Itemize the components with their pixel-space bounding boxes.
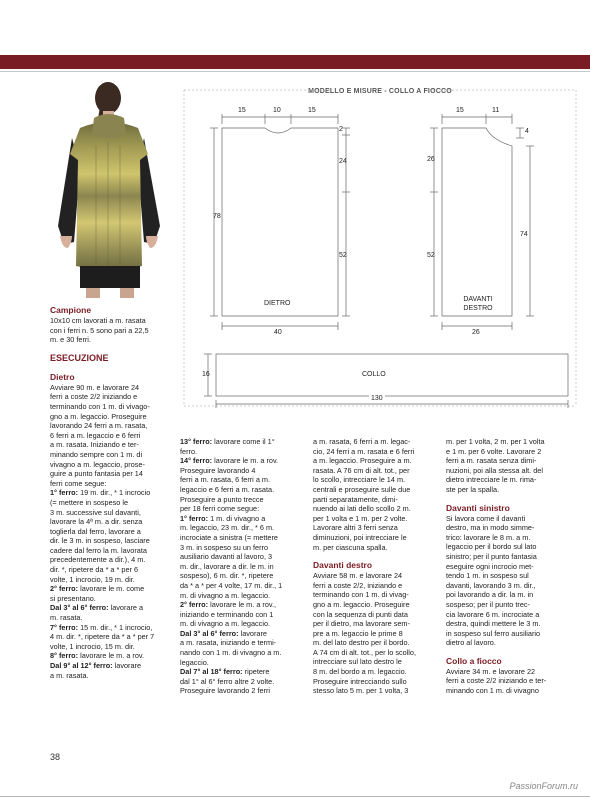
text-line: toglierla dal ferro, lavorare a bbox=[50, 526, 141, 536]
back-label: DIETRO bbox=[264, 300, 291, 307]
back-dim-right: 15 bbox=[308, 107, 316, 114]
esecuzione-title: ESECUZIONE bbox=[50, 352, 109, 363]
text-line: Avviare 58 m. e lavorare 24 bbox=[313, 571, 403, 581]
text-line: Proseguire lavorando 4 bbox=[180, 465, 256, 475]
campione-title: Campione bbox=[50, 305, 92, 315]
collar-label: COLLO bbox=[362, 371, 386, 378]
text-line: cadere dal ferro la m. lavorata bbox=[50, 545, 147, 555]
front-lower-side: 52 bbox=[427, 252, 435, 259]
text-line: ferri a m. rasata, 6 ferri a m. bbox=[180, 475, 271, 485]
text-line: per 1 volta e 1 m. per 2 volte. bbox=[313, 513, 408, 523]
text-line: Avviare 90 m. e lavorare 24 bbox=[50, 382, 140, 392]
row-label: Dal 3° al 6° ferro: bbox=[180, 628, 239, 638]
text-line: cia lavorare 6 m. incrociate a bbox=[446, 609, 540, 619]
text-line: a m. rasata, iniziando e termi- bbox=[180, 638, 277, 648]
text-line: terminando con 1 m. di vivago- bbox=[50, 401, 150, 411]
text-line: legaccio. bbox=[180, 657, 209, 667]
text-line bbox=[50, 661, 174, 671]
text-line: vivagno a m. legaccio, prose- bbox=[50, 459, 145, 469]
footer-rule bbox=[0, 796, 590, 797]
collar-height: 16 bbox=[202, 371, 210, 378]
text-line: centrali e proseguire sulle due bbox=[313, 484, 411, 494]
text-span: lavorare bbox=[238, 628, 267, 638]
row-label: Dal 7° al 18° ferro: bbox=[180, 667, 243, 677]
text-line: Proseguire a punto trecce bbox=[180, 494, 264, 504]
text-line: trico: lavorare le 8 m. a m. bbox=[446, 532, 531, 542]
text-line: diminuzioni, poi intrecciare le bbox=[313, 532, 407, 542]
text-line: intrecciare sul lato destro le bbox=[313, 657, 402, 667]
text-column-4 bbox=[446, 437, 574, 696]
text-line: nuendo ai lati dello scollo 2 m. bbox=[313, 504, 411, 514]
row-label: 1° ferro: bbox=[180, 513, 209, 523]
text-line: destra, quindi mettere le 3 m. bbox=[446, 619, 541, 629]
text-line: gno a m. legaccio. Proseguire bbox=[313, 599, 410, 609]
text-column-1 bbox=[50, 305, 174, 680]
text-line: A 74 cm di alt. tot., per lo scollo, bbox=[313, 647, 417, 657]
campione-line: con i ferri n. 5 sono pari a 22,5 bbox=[50, 325, 149, 335]
row-label: 7° ferro: bbox=[50, 622, 79, 632]
row-label: 13° ferro: bbox=[180, 437, 213, 446]
text-span: lavorare bbox=[112, 661, 142, 670]
text-line: gno a m. legaccio. Proseguire bbox=[50, 411, 147, 421]
row-label: Dal 3° al 6° ferro: bbox=[50, 603, 109, 613]
text-line: per 18 ferri come segue: bbox=[180, 504, 260, 514]
text-line: tendo 1 m. in sospeso sul bbox=[446, 571, 529, 581]
text-line bbox=[180, 629, 308, 639]
page-number: 38 bbox=[50, 752, 61, 762]
front-dim-right: 11 bbox=[492, 107, 500, 114]
text-line: m. rasata. bbox=[50, 613, 83, 623]
front-neck-depth: 4 bbox=[525, 128, 529, 135]
measurements-diagram bbox=[180, 80, 580, 410]
campione-line: 10x10 cm lavorati a m. rasata bbox=[50, 316, 146, 325]
text-line: pre a m. legaccio le prime 8 bbox=[313, 628, 403, 638]
text-line: ausiliario davanti al lavoro, 3 bbox=[180, 552, 273, 562]
text-line bbox=[50, 623, 174, 633]
model-photo bbox=[50, 76, 172, 298]
text-line: legaccio e 6 ferri a m. rasata. bbox=[180, 484, 275, 494]
collar-width: 130 bbox=[371, 395, 383, 402]
text-line: Avviare 34 m. e lavorare 22 bbox=[446, 666, 536, 676]
text-line: minando sempre con 1 m. di bbox=[50, 449, 143, 459]
row-label: 14° ferro: bbox=[180, 456, 213, 466]
text-line bbox=[180, 514, 308, 524]
text-line: m. per 1 volta, 2 m. per 1 volta bbox=[446, 437, 545, 446]
text-line: con la sequenza di punti data bbox=[313, 609, 408, 619]
text-line: parti separatamente, dimi- bbox=[313, 494, 398, 504]
front-label-2: DESTRO bbox=[463, 305, 493, 312]
collar-outline bbox=[216, 354, 568, 396]
text-line: si presentano. bbox=[50, 593, 96, 603]
text-span: lavorare le m. come bbox=[78, 584, 145, 594]
text-line: Si lavora come il davanti bbox=[446, 513, 526, 523]
text-line: ferri a coste 2/2 iniziando e ter- bbox=[446, 676, 547, 686]
text-line: sinistro; per il punto fantasia bbox=[446, 551, 537, 561]
front-upper-side: 26 bbox=[427, 156, 435, 163]
text-line: m. di vivagno a m. legaccio. bbox=[180, 590, 271, 600]
text-line: lavorare la 4ª m. a dir. senza bbox=[50, 517, 143, 527]
row-label: 8° ferro: bbox=[50, 651, 79, 661]
campione-line: m. e 30 ferri. bbox=[50, 335, 91, 345]
watermark: PassionForum.ru bbox=[509, 781, 578, 791]
text-line: guire a punto fantasia per 14 bbox=[50, 469, 143, 479]
text-line: ferri come segue: bbox=[50, 478, 107, 488]
text-line: m. per ciascuna spalla. bbox=[313, 542, 388, 552]
text-line bbox=[180, 667, 308, 677]
text-line: dietro al lavoro. bbox=[446, 638, 496, 648]
text-line: a m. rasata. bbox=[50, 670, 89, 680]
model-illustration bbox=[50, 76, 172, 298]
text-line: Proseguire lavorando 2 ferri bbox=[180, 686, 271, 696]
back-dim-left: 15 bbox=[238, 107, 246, 114]
text-line bbox=[180, 600, 308, 610]
text-span: 1 m. di vivagno a bbox=[208, 513, 266, 523]
text-column-3 bbox=[313, 437, 441, 696]
text-line: sospeso; per il punto trec- bbox=[446, 599, 530, 609]
text-line: m. di vivagno a m. legaccio. bbox=[180, 619, 271, 629]
text-line: rasata. A 76 cm di alt. tot., per bbox=[313, 465, 410, 475]
text-line: sospeso), 6 m. dir. *, ripetere bbox=[180, 571, 274, 581]
front-panel-outline bbox=[442, 128, 512, 316]
text-line: dir. *, ripetere da * a * per 6 bbox=[50, 565, 139, 575]
text-line: (= mettere in sospeso le bbox=[50, 497, 129, 507]
front-dim-left: 15 bbox=[456, 107, 464, 114]
header-bar bbox=[0, 55, 590, 69]
text-span: lavorare come il 1° bbox=[212, 437, 275, 446]
schematic-svg bbox=[180, 80, 580, 410]
text-line: davanti, lavorando 3 m. dir., bbox=[446, 580, 536, 590]
text-line: a m. rasata. Iniziando e ter- bbox=[50, 440, 139, 450]
back-lower-side: 52 bbox=[339, 252, 347, 259]
text-line bbox=[50, 651, 174, 661]
text-line: 4 m. dir. *, ripetere da * a * per 7 bbox=[50, 632, 155, 642]
text-line: 3 m. in sospeso su un ferro bbox=[180, 542, 269, 552]
text-line: 8 m. del bordo a m. legaccio. bbox=[313, 667, 407, 677]
text-line: lo scollo, intrecciare le 14 m. bbox=[313, 475, 406, 485]
text-line bbox=[50, 488, 174, 498]
text-line: per il dietro, ma lavorare sem- bbox=[313, 619, 410, 629]
header-rule bbox=[0, 71, 590, 72]
text-line: in sospeso sul ferro ausiliario bbox=[446, 628, 541, 638]
text-span: lavorare a bbox=[108, 603, 144, 613]
davanti-sinistro-title: Davanti sinistro bbox=[446, 502, 510, 513]
back-dim-mid: 10 bbox=[273, 107, 281, 114]
text-line: m. legaccio, 23 m. dir., * 6 m. bbox=[180, 523, 275, 533]
text-line: stesso lato 5 m. per 1 volta, 3 bbox=[313, 686, 409, 696]
front-label-1: DAVANTI bbox=[463, 296, 493, 303]
text-line: Lavorare altri 3 ferri senza bbox=[313, 523, 398, 533]
text-line: legaccio per il bordo sul lato bbox=[446, 542, 537, 552]
text-line: precedentemente a dir.), 4 m. bbox=[50, 555, 146, 565]
text-span: lavorare le m. a rov. bbox=[78, 651, 145, 661]
text-line bbox=[50, 603, 174, 613]
text-line: ferro. bbox=[180, 446, 198, 456]
text-line: minando con 1 m. di vivagno bbox=[446, 686, 539, 696]
text-line: dir. le 3 m. in sospeso, lasciare bbox=[50, 536, 150, 546]
text-span: 19 m. dir., * 1 incrocio bbox=[78, 488, 151, 498]
davanti-destro-title: Davanti destro bbox=[313, 560, 373, 571]
text-line: destro, ma in modo simme- bbox=[446, 523, 535, 533]
text-line: iniziando e terminando con 1 bbox=[180, 609, 274, 619]
text-line: 6 ferri a m. legaccio e 6 ferri bbox=[50, 430, 141, 440]
front-total-height: 74 bbox=[520, 231, 528, 238]
text-span: 15 m. dir., * 1 incrocio, bbox=[78, 622, 153, 632]
text-line bbox=[180, 437, 308, 447]
text-line: a m. legaccio. Proseguire a m. bbox=[313, 456, 412, 466]
text-line: volte, 1 incrocio, 19 m. dir. bbox=[50, 574, 135, 584]
text-line bbox=[180, 456, 308, 466]
text-column-2 bbox=[180, 437, 308, 696]
text-line: ferri a coste 2/2 iniziando e bbox=[50, 392, 138, 402]
row-label: 2° ferro: bbox=[180, 600, 209, 610]
text-span: lavorare le m. a rov. bbox=[212, 456, 279, 466]
text-line: nuzioni, poi alla stessa alt. del bbox=[446, 465, 543, 475]
back-upper-side: 24 bbox=[339, 158, 347, 165]
text-line: poi lavorando a dir. la m. in bbox=[446, 590, 534, 600]
collo-fiocco-title: Collo a fiocco bbox=[446, 655, 502, 666]
text-line: ferri a m. rasata senza dimi- bbox=[446, 456, 537, 466]
text-line: eseguire ogni incrocio met- bbox=[446, 561, 534, 571]
text-line bbox=[50, 584, 174, 594]
text-line: terminando con 1 m. di vivag- bbox=[313, 590, 409, 600]
text-span: ripetere bbox=[242, 667, 270, 677]
dietro-title: Dietro bbox=[50, 371, 75, 382]
text-line: ferri a coste 2/2, iniziando e bbox=[313, 580, 403, 590]
diagram-title: MODELLO E MISURE - COLLO A FIOCCO bbox=[308, 88, 452, 95]
text-line: nando con 1 m. di vivagno a m. bbox=[180, 648, 282, 658]
back-bottom-width: 40 bbox=[274, 329, 282, 336]
text-line: m. del lato destro per il bordo. bbox=[313, 638, 410, 648]
text-span: lavorare le m. a rov., bbox=[208, 600, 277, 610]
text-line: a m. rasata, 6 ferri a m. legac- bbox=[313, 437, 411, 446]
text-line: lavorando 24 ferri a m. rasata, bbox=[50, 421, 148, 431]
text-line: cio, 24 ferri a m. rasata e 6 ferri bbox=[313, 446, 415, 456]
text-line: dal 1° al 6° ferro altre 2 volte. bbox=[180, 676, 275, 686]
back-total-height: 78 bbox=[213, 213, 221, 220]
text-line: Proseguire intrecciando sullo bbox=[313, 676, 407, 686]
row-label: 2° ferro: bbox=[50, 584, 79, 594]
text-line: ste per la spalla. bbox=[446, 484, 500, 494]
text-line: m. dir., lavorare a dir. le m. in bbox=[180, 561, 274, 571]
text-line: da * a * per 4 volte, 17 m. dir., 1 bbox=[180, 580, 283, 590]
text-line: incrociate a sinistra (= mettere bbox=[180, 532, 278, 542]
back-panel-outline bbox=[222, 128, 338, 316]
row-label: 1° ferro: bbox=[50, 488, 79, 498]
row-label: Dal 9° al 12° ferro: bbox=[50, 661, 113, 670]
text-line: volte, 1 incrocio, 15 m. dir. bbox=[50, 641, 135, 651]
back-neck-depth: 2 bbox=[339, 126, 343, 133]
text-line: 3 m. successive sul davanti, bbox=[50, 507, 141, 517]
front-bottom-width: 26 bbox=[472, 329, 480, 336]
text-line: e 1 m. per 6 volte. Lavorare 2 bbox=[446, 446, 542, 456]
text-line: dietro intrecciare le m. rima- bbox=[446, 475, 537, 485]
